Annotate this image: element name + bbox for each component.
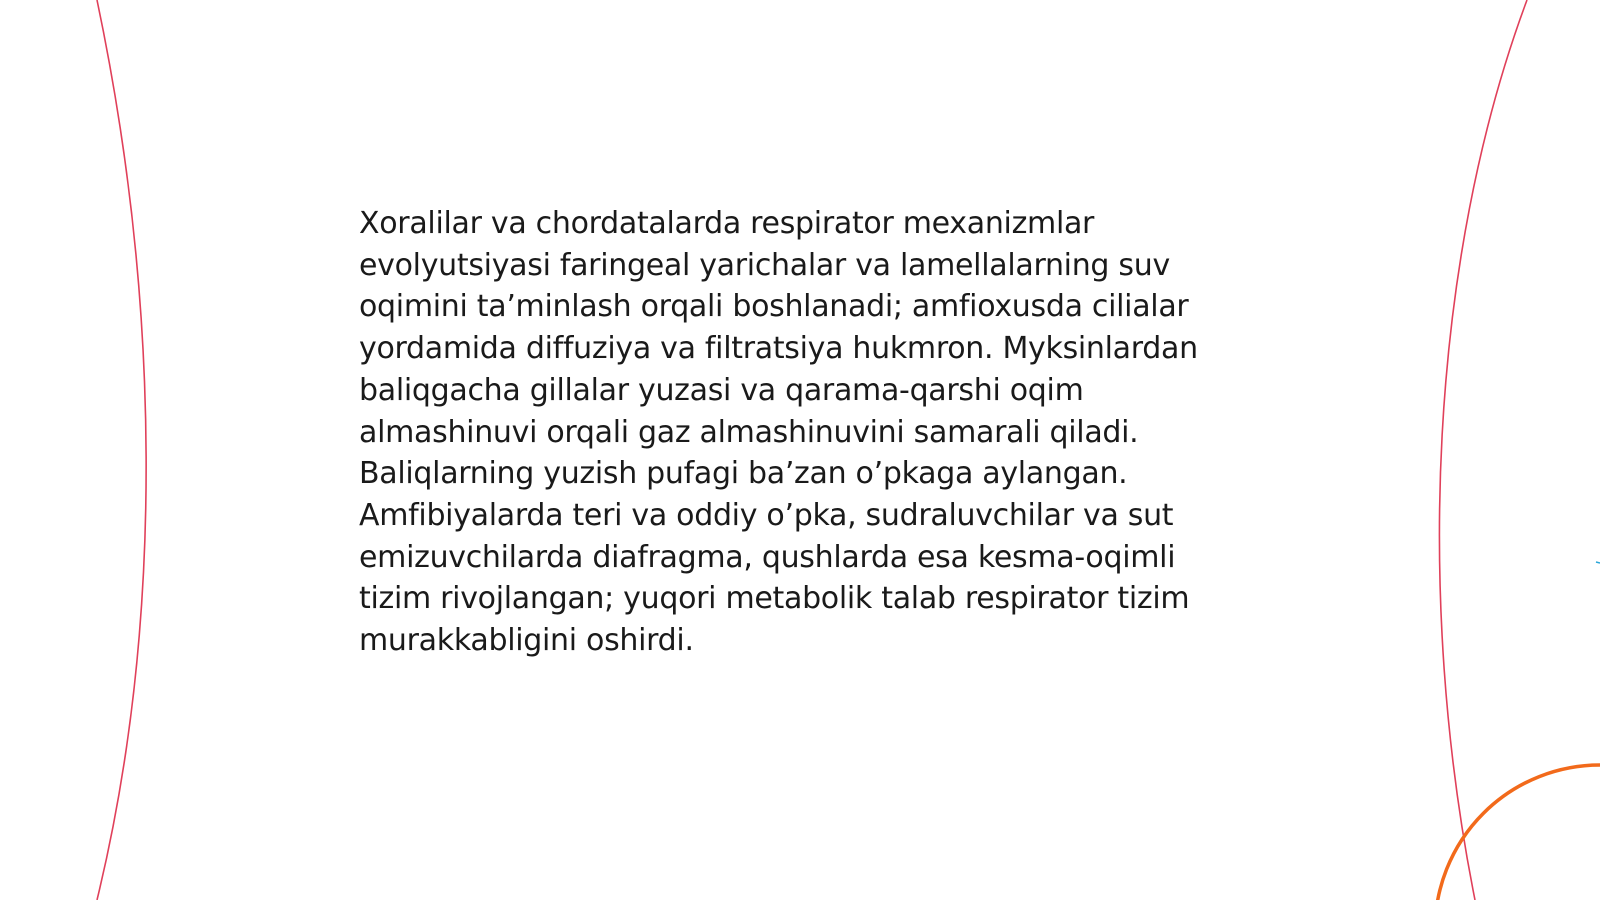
left-arc [97, 0, 146, 900]
corner-ring [1435, 765, 1600, 900]
accent-mark [1596, 562, 1600, 563]
right-arc [1439, 0, 1527, 900]
body-paragraph: Xoralilar va chordatalarda respirator mexanizmlar evolyutsiyasi faringeal yarichalar va lamellalarning suv oqimini ta’minlash orqali boshlanadi; amfioxusda cilialar yordamida diffuziya va filtratsiya hukmron. Myksinlardan baliqgacha gillalar yuzasi va qarama-qarshi oqim almashinuvi orqali gaz almashinuvini samarali qiladi. Baliqlarning yuzish pufagi ba’zan o’pkaga aylangan. Amfibiyalarda teri va oddiy o’pka, sudraluvchilar va sut emizuvchilarda diafragma, qushlarda esa kesma-oqimli tizim rivojlangan; yuqori metabolik talab respirator tizim murakkabligini oshirdi. [359, 206, 1198, 659]
